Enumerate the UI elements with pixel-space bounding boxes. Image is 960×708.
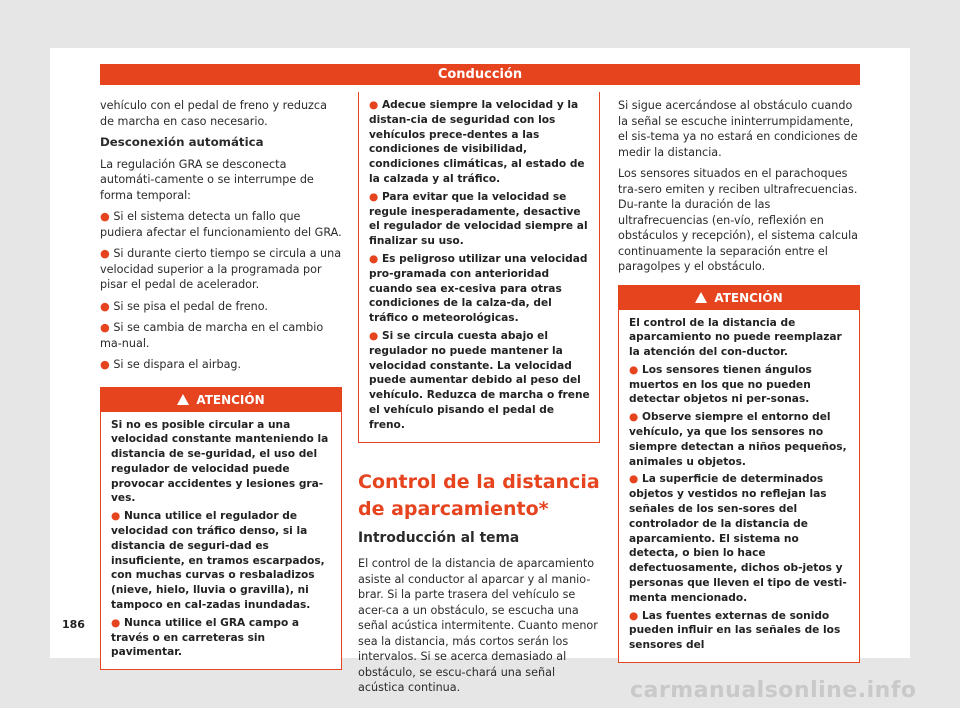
warning-item: ● Es peligroso utilizar una velocidad pro-gramada con anterioridad cuando sea ex-cesiva para otras condiciones de la calza-da, del tráfico o meteorológicas. xyxy=(369,252,588,325)
column-3 xyxy=(618,98,860,673)
subsection-title: Desconexión automática xyxy=(100,135,264,149)
warning-text: Si no es posible circular a una velocidad constante manteniendo la distancia de se-guridad, el uso del regulador de velocidad puede provocar accidentes y lesiones gra-ves. xyxy=(111,418,329,505)
warning-body xyxy=(101,412,341,670)
warning-item: ● Adecue siempre la velocidad y la distan-cia de seguridad con los vehículos prece-dentes a las condiciones de visibilidad, condiciones climáticas, al estado de la calzada y al tráfico. xyxy=(369,99,585,185)
list-item: ● Si el sistema detecta un fallo que pudiera afectar el funcionamiento del GRA. xyxy=(100,210,342,239)
warning-triangle-icon xyxy=(695,292,707,303)
warning-box-continued xyxy=(358,92,600,443)
bullet-icon: ● xyxy=(100,210,114,223)
section-text: El control de la distancia de aparcamiento asiste al conductor al aparcar y al manio-brar. Si la parte trasera del vehículo se acer-ca a un obstáculo, se escucha una señal acústica intermitente. Cuanto menor sea la distancia, más cortos serán los intervalos. Si se acerca demasiado al obstáculo, se escu-chará una señal acústica continua. xyxy=(358,557,598,695)
list-item: ● Si se cambia de marcha en el cambio ma-nual. xyxy=(100,321,324,350)
warning-body xyxy=(619,310,859,663)
bullet-icon: ● xyxy=(111,510,124,523)
column-1 xyxy=(100,98,342,680)
warning-text: El control de la distancia de aparcamiento no puede reemplazar la atención del con-ductor. xyxy=(629,316,842,359)
bullet-icon: ● xyxy=(111,616,124,629)
bullet-icon: ● xyxy=(369,99,382,111)
bullet-icon: ● xyxy=(629,473,642,486)
list-item: ● Si se pisa el pedal de freno. xyxy=(100,299,268,313)
warning-item: ● Observe siempre el entorno del vehículo, ya que los sensores no siempre detectan a niños pequeños, animales u objetos. xyxy=(629,411,847,468)
bullet-icon: ● xyxy=(629,411,642,424)
section-subheading: Introducción al tema xyxy=(358,529,520,546)
bullet-icon: ● xyxy=(369,190,382,203)
warning-item: ● Nunca utilice el GRA campo a través o en carreteras sin pavimentar. xyxy=(111,616,300,659)
warning-body xyxy=(359,92,599,442)
warning-triangle-icon xyxy=(177,394,189,405)
warning-box xyxy=(618,285,860,664)
watermark: carmanualsonline.info xyxy=(630,678,917,703)
warning-item: ● Las fuentes externas de sonido pueden influir en las señales de los sensores del xyxy=(629,609,841,652)
page-number: 186 xyxy=(62,618,85,631)
list-item: ● Si durante cierto tiempo se circula a una velocidad superior a la programada por pisar el pedal de acelerador. xyxy=(100,247,342,291)
subsection-text: La regulación GRA se desconecta automáti-camente o se interrumpe de forma temporal: xyxy=(100,157,314,202)
bullet-icon: ● xyxy=(100,321,114,334)
section-heading: Control de la distancia de aparcamiento* xyxy=(358,470,600,520)
warning-item: ● Para evitar que la velocidad se regule inesperadamente, desactive el regulador de velocidad siempre al finalizar su uso. xyxy=(369,190,588,248)
bullet-icon: ● xyxy=(100,247,114,260)
warning-item: ● Si se circula cuesta abajo el regulador no puede mantener la velocidad constante. La velocidad puede aumentar debido al peso del vehículo. Reduzca de marcha o frene el vehículo pisando el pedal de freno. xyxy=(369,329,590,431)
list-item: ● Si se dispara el airbag. xyxy=(100,358,242,371)
warning-header: ATENCIÓN xyxy=(101,388,341,412)
section-header: Conducción xyxy=(100,64,860,85)
paragraph: Los sensores situados en el parachoques tra-sero emiten y reciben ultrafrecuencias. Du-rante la duración de las ultrafrecuencias (en-vío, reflexión en obstáculos y recepción), el sistema calcula continuamente la separación entre el paragolpes y el obstáculo. xyxy=(618,167,859,273)
warning-item: ● La superficie de determinados objetos y vestidos no reflejan las señales de los sen-sores del controlador de la distancia de aparcamiento. El sistema no detecta, o bien lo hace defectuosamente, dichos ob-jetos y personas que lleven el tipo de vesti-menta mencionado. xyxy=(629,473,847,604)
warning-item: ● Nunca utilice el regulador de velocidad con tráfico denso, si la distancia de seguri-dad es insuficiente, en tramos escarpados, con muchas curvas o resbaladizos (nieve, hielo, lluvia o gravilla), ni tampoco en cal-zadas inundadas. xyxy=(111,510,325,612)
bullet-icon: ● xyxy=(629,609,642,622)
bullet-icon: ● xyxy=(629,363,642,376)
paragraph: Si sigue acercándose al obstáculo cuando la señal se escuche ininterrumpidamente, el sis-tema ya no estará en condiciones de medir la distancia. xyxy=(618,99,858,159)
bullet-icon: ● xyxy=(369,252,382,265)
warning-box xyxy=(100,387,342,671)
warning-header: ATENCIÓN xyxy=(619,286,859,310)
bullet-icon: ● xyxy=(369,329,382,342)
column-2 xyxy=(358,92,600,702)
bullet-icon: ● xyxy=(100,358,114,371)
warning-item: ● Los sensores tienen ángulos muertos en los que no pueden detectar objetos ni per-sonas. xyxy=(629,363,812,406)
intro-text: vehículo con el pedal de freno y reduzca de marcha en caso necesario. xyxy=(100,99,327,128)
bullet-icon: ● xyxy=(100,299,114,313)
